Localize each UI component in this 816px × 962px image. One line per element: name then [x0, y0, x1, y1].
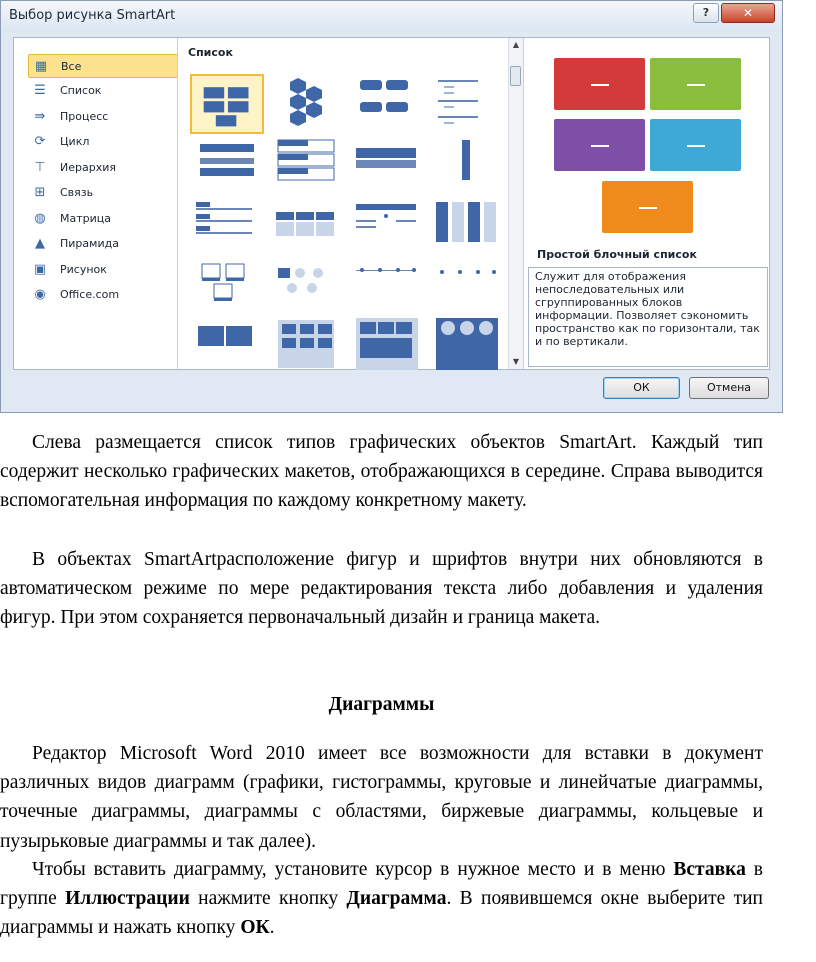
- scroll-thumb[interactable]: [510, 66, 521, 86]
- text-run: Чтобы вставить диаграмму, установите курсор в нужное место и в меню: [32, 859, 674, 880]
- ok-button[interactable]: ОК: [603, 377, 680, 399]
- button-name-chart: Диаграмма: [346, 888, 447, 910]
- category-label: Рисунок: [60, 263, 107, 276]
- layout-thumbnail-horizontal-bullet-list[interactable]: [350, 136, 424, 196]
- office-com-icon: ◉: [34, 287, 46, 302]
- dialog-body: [13, 37, 770, 370]
- text-run: .: [269, 917, 275, 939]
- paragraph-smartart-overview: Слева размещается список типов графических объектов SmartArt. Каждый тип содержит несколько графических макетов, отображающихся в середине. Справа выводится вспомогательная информация по каждому конкретному макету.: [0, 432, 763, 512]
- category-item-all[interactable]: [28, 54, 178, 78]
- category-item-matrix[interactable]: [28, 207, 178, 231]
- layout-title: Простой блочный список: [537, 248, 697, 261]
- preview-block-orange: [602, 181, 693, 233]
- layout-thumbnail-circle-columns[interactable]: [430, 316, 504, 376]
- dialog-title: Выбор рисунка SmartArt: [9, 8, 176, 23]
- layout-thumbnail-table-list[interactable]: [350, 198, 424, 258]
- category-item-process[interactable]: [28, 105, 178, 129]
- help-button[interactable]: ?: [693, 3, 719, 23]
- pyramid-icon: ▲: [35, 236, 45, 251]
- smartart-dialog: [0, 0, 783, 413]
- layout-thumbnail-circle-list[interactable]: [270, 260, 344, 320]
- list-icon: ☰: [34, 83, 46, 98]
- paragraph-smartart-autoupdate: В объектах SmartArtрасположение фигур и шрифтов внутри них обновляются в автоматическом режиме по мере редактирования текста либо добавления и удаления фигур. При этом сохраняется первоначальный дизайн и граница макета.: [0, 549, 763, 629]
- hierarchy-icon: ⊤: [34, 160, 46, 175]
- group-name-illustrations: Иллюстрации: [65, 888, 190, 910]
- picture-icon: ▣: [33, 262, 47, 277]
- layout-thumbnail-vertical-columns[interactable]: [430, 198, 504, 258]
- relationship-icon: ⊞: [34, 185, 46, 200]
- category-label: Office.com: [60, 288, 120, 301]
- paragraph-insert-chart: [0, 855, 763, 943]
- preview-block-green: [650, 58, 741, 110]
- category-item-list[interactable]: [28, 79, 178, 103]
- preview-block-blue: [650, 119, 741, 171]
- scroll-up-icon[interactable]: ▲: [512, 40, 520, 49]
- category-label: Иерархия: [60, 161, 116, 174]
- layout-thumbnail-column-blocks[interactable]: [350, 316, 424, 376]
- category-label: Процесс: [60, 110, 109, 123]
- layout-gallery: [177, 38, 524, 369]
- layout-description: Служит для отображения непоследовательных или сгруппированных блоков информации. Позволяет сэкономить пространство как по горизонтали, так и по вертикали.: [528, 267, 768, 367]
- preview-pane: [522, 38, 769, 369]
- category-label: Связь: [60, 186, 94, 199]
- layout-thumbnail-lined-list[interactable]: [190, 136, 264, 196]
- layout-thumbnail-basic-block-list[interactable]: [190, 74, 264, 134]
- close-button[interactable]: ✕: [721, 3, 775, 23]
- category-list: [14, 38, 177, 369]
- category-label: Матрица: [60, 212, 111, 225]
- layout-thumbnail-bulleted-list[interactable]: [430, 74, 504, 134]
- title-bar: [1, 1, 782, 31]
- all-icon: ▦: [34, 59, 48, 74]
- button-name-ok: ОК: [240, 917, 270, 939]
- gallery-heading: Список: [188, 46, 233, 59]
- layout-thumbnail-dot-bullets[interactable]: [430, 260, 504, 320]
- category-item-picture[interactable]: [28, 258, 178, 282]
- text-run: нажмите кнопку: [189, 888, 347, 910]
- category-label: Цикл: [60, 135, 90, 148]
- layout-thumbnail-picture-caption-list[interactable]: [190, 260, 264, 320]
- cycle-icon: ⟳: [34, 134, 46, 149]
- category-item-office-com[interactable]: [28, 283, 178, 307]
- category-label: Все: [61, 60, 82, 73]
- matrix-icon: ◍: [34, 211, 46, 226]
- layout-thumbnail-grouped-blocks[interactable]: [190, 316, 264, 376]
- cancel-button[interactable]: Отмена: [689, 377, 769, 399]
- category-item-pyramid[interactable]: [28, 232, 178, 256]
- category-label: Список: [60, 84, 102, 97]
- category-item-cycle[interactable]: [28, 130, 178, 154]
- layout-thumbnail-stacked-blocks[interactable]: [350, 74, 424, 134]
- layout-thumbnail-stacked-list[interactable]: [190, 198, 264, 258]
- category-label: Пирамида: [60, 237, 119, 250]
- preview-block-purple: [554, 119, 645, 171]
- scroll-down-icon[interactable]: ▼: [512, 357, 520, 366]
- category-item-relationship[interactable]: [28, 181, 178, 205]
- text-run: в группе: [0, 859, 763, 910]
- preview-block-red: [554, 58, 645, 110]
- paragraph-chart-types: Редактор Microsoft Word 2010 имеет все возможности для вставки в документ различных видов диаграмм (графики, гистограммы, круговые и линейчатые диаграммы, точечные диаграммы, диаграммы с областями, биржевые диаграммы, кольцевые и пузырьковые диаграммы и так далее).: [0, 743, 763, 852]
- layout-thumbnail-vertical-box-list[interactable]: [270, 136, 344, 196]
- gallery-scrollbar[interactable]: [508, 38, 523, 369]
- layout-thumbnail-vertical-bar[interactable]: [430, 136, 504, 196]
- layout-thumbnail-dotted-timeline[interactable]: [350, 260, 424, 320]
- layout-thumbnail-horizontal-list[interactable]: [270, 198, 344, 258]
- menu-name-insert: Вставка: [673, 859, 746, 880]
- layout-thumbnail-grid-blocks[interactable]: [270, 316, 344, 376]
- layout-thumbnail-hexagon-cluster[interactable]: [270, 74, 344, 134]
- text-run: . В появившемся окне выберите тип диаграммы и нажать кнопку: [0, 888, 763, 939]
- category-item-hierarchy[interactable]: [28, 156, 178, 180]
- process-icon: ⇛: [34, 109, 46, 124]
- section-heading: Диаграммы: [328, 694, 435, 715]
